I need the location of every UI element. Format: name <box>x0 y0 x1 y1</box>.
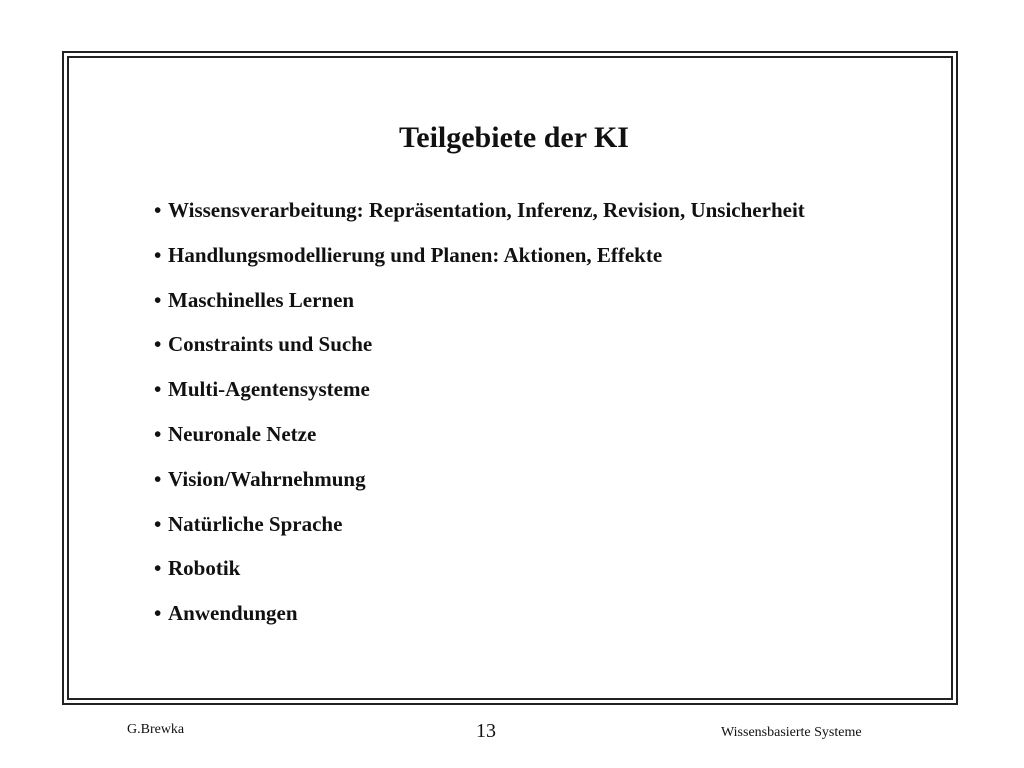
bullet-icon: • <box>154 198 162 222</box>
bullet-icon: • <box>154 421 162 446</box>
list-item-label: Constraints und Suche <box>168 332 373 357</box>
slide-title: Teilgebiete der KI <box>399 121 629 154</box>
list-item-label: Vision/Wahrnehmung <box>168 466 366 491</box>
list-item <box>154 509 805 554</box>
topic-list <box>154 195 805 643</box>
bullet-icon: • <box>154 601 162 626</box>
list-item-label: Neuronale Netze <box>168 421 317 446</box>
list-item <box>154 419 805 464</box>
list-item <box>154 553 805 598</box>
bullet-icon: • <box>154 242 162 267</box>
list-item <box>154 285 805 330</box>
list-item <box>154 195 805 240</box>
list-item <box>154 464 805 509</box>
list-item <box>154 598 805 643</box>
footer-course-title: Wissensbasierte Systeme <box>721 725 862 740</box>
list-item-label: Robotik <box>168 556 241 581</box>
list-item <box>154 374 805 419</box>
list-item <box>154 329 805 374</box>
list-item-label: Anwendungen <box>168 601 298 626</box>
footer-page-number: 13 <box>476 720 496 742</box>
footer-author: G.Brewka <box>127 722 185 737</box>
list-item <box>154 240 805 285</box>
bullet-icon: • <box>154 377 162 402</box>
list-item-label: Multi-Agentensysteme <box>168 377 370 402</box>
bullet-icon: • <box>154 466 162 491</box>
bullet-icon: • <box>154 511 162 536</box>
bullet-icon: • <box>154 287 162 312</box>
list-item-label: Maschinelles Lernen <box>168 287 355 312</box>
bullet-icon: • <box>154 556 162 581</box>
bullet-icon: • <box>154 332 162 357</box>
list-item-label: Wissensverarbeitung: Repräsentation, Inferenz, Revision, Unsicherheit <box>168 198 805 222</box>
list-item-label: Natürliche Sprache <box>168 511 343 536</box>
list-item-label: Handlungsmodellierung und Planen: Aktionen, Effekte <box>168 242 663 267</box>
